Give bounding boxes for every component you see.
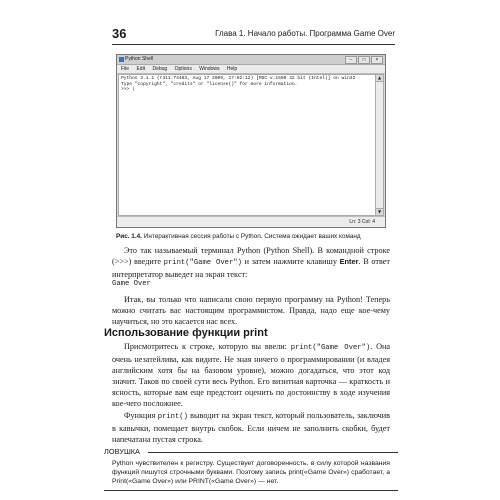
vertical-scrollbar[interactable] bbox=[375, 74, 384, 216]
console-line: Type "copyright", "credits" or "license()" for more information. bbox=[121, 81, 298, 87]
text: . В ответ интерпретатор выведет на экран текст: bbox=[112, 257, 390, 279]
text: . Она очень незатейлива, как видите. Не зная ничего о программировании (и владея английским хотя бы на базовом уровне), можно догадаться, что этот код значит. Таков по своей сути весь Python. Его визитная карточка — краткость и ясность, которые вам еще предстоит оценить по достоинству в ходе изучения кое-чего посложнее. bbox=[112, 342, 390, 408]
shell-console[interactable] bbox=[118, 74, 376, 216]
header-rule bbox=[112, 44, 395, 45]
page-number: 36 bbox=[112, 26, 127, 41]
menu-edit[interactable]: Edit bbox=[136, 66, 146, 72]
maximize-button[interactable]: □ bbox=[358, 56, 370, 64]
chapter-title: Глава 1. Начало работы. Программа Game Over bbox=[215, 29, 395, 38]
paragraph-2: Итак, вы только что написали свою первую программу на Python! Теперь можно считать вас настоящим программистом. Правда, надо еще кое-чему научиться, но это касается нас всех. bbox=[112, 295, 390, 326]
python-shell-window bbox=[116, 54, 386, 228]
section-heading: Использование функции print bbox=[104, 327, 268, 339]
cursor-position: Ln: 3 Col: 4 bbox=[349, 219, 375, 225]
menu-debug[interactable]: Debug bbox=[152, 66, 168, 72]
inline-code: print() bbox=[157, 413, 188, 421]
text: выводит на экран текст, который пользователь, заключив в кавычки, помещает внутрь скобок. Если ничем не заполнить скобки, будет напечатана пустая строка. bbox=[112, 411, 390, 444]
figure-caption-text: Интерактивная сессия работы с Python. Система ожидает ваших команд bbox=[143, 233, 361, 240]
key-name: Enter bbox=[339, 257, 359, 266]
text: Присмотритесь к строке, которую вы ввели: bbox=[124, 342, 291, 351]
menu-file[interactable]: File bbox=[121, 66, 130, 72]
trap-rule bbox=[148, 452, 398, 453]
figure-label: Рис. 1.4. bbox=[116, 233, 142, 240]
inline-code: print("Game Over") bbox=[290, 344, 371, 352]
console-prompt: >>> | bbox=[121, 87, 135, 93]
figure-caption bbox=[116, 233, 386, 240]
trap-label: ЛОВУШКА bbox=[104, 447, 140, 456]
code-output: Game Over bbox=[112, 280, 151, 288]
paragraph-1 bbox=[112, 245, 390, 280]
status-bar bbox=[117, 216, 385, 227]
console-line: Python 3.1.1 (r311:74483, Aug 17 2009, 17:02:12) [MSC v.1500 32 bit (Intel)] on win32 bbox=[121, 76, 356, 81]
menu-help[interactable]: Help bbox=[226, 66, 238, 72]
paragraph-3 bbox=[112, 341, 390, 409]
window-title: Python Shell bbox=[125, 56, 154, 62]
inline-code: print("Game Over") bbox=[163, 259, 242, 267]
close-button[interactable]: × bbox=[371, 56, 383, 64]
text: Функция bbox=[124, 411, 158, 420]
minimize-button[interactable]: – bbox=[345, 56, 357, 64]
window-titlebar bbox=[117, 55, 385, 65]
menu-options[interactable]: Options bbox=[174, 66, 192, 72]
scroll-down-icon[interactable]: ▼ bbox=[377, 209, 382, 214]
python-icon bbox=[119, 57, 124, 62]
menu-bar bbox=[117, 65, 385, 74]
trap-text: Python чувствителен к регистру. Существует договоренность, в силу которой названия функций пишутся строчными буквами. Поэтому запись print(«Game Over») сработает, а Print(«Game Over») или PRINT(«Game Over») — нет. bbox=[112, 460, 390, 485]
paragraph-4 bbox=[112, 410, 390, 445]
trap-bottom-rule bbox=[104, 490, 398, 491]
menu-windows[interactable]: Windows bbox=[199, 66, 220, 72]
scroll-up-icon[interactable]: ▲ bbox=[377, 75, 382, 80]
text: и затем нажмите клавишу bbox=[241, 257, 340, 266]
text: Это так называемый терминал Python (Python Shell). В командной строке (>>>) введите bbox=[112, 246, 390, 266]
